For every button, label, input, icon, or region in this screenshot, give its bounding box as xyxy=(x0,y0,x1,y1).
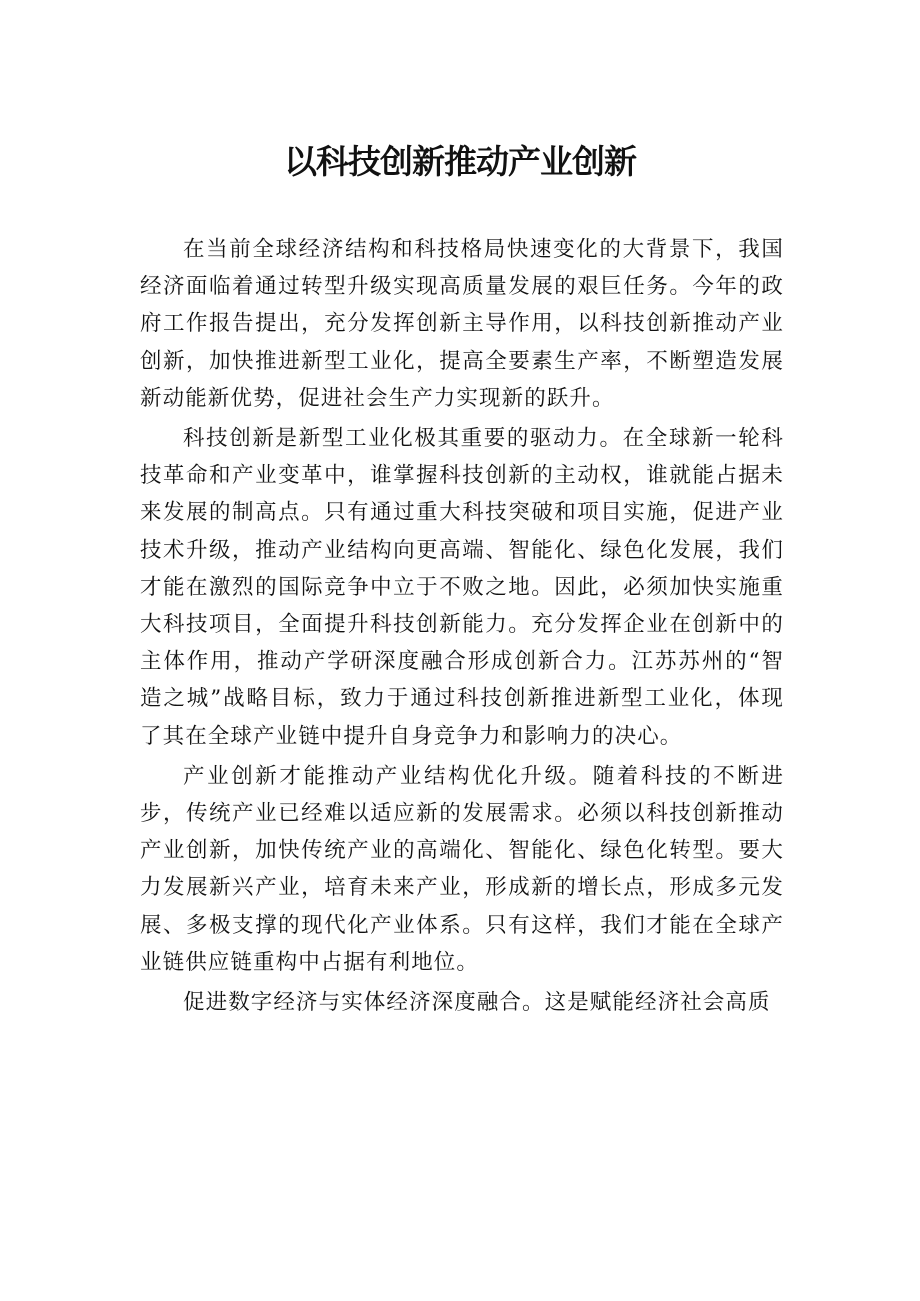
document-title: 以科技创新推动产业创新 xyxy=(284,142,636,181)
paragraph-1: 在当前全球经济结构和科技格局快速变化的大背景下，我国经济面临着通过转型升级实现高质量发展的艰巨任务。今年的政府工作报告提出，充分发挥创新主导作用，以科技创新推动产业创新，加快推进新型工业化，提高全要素生产率，不断塑造发展新动能新优势，促进社会生产力实现新的跃升。 xyxy=(140,237,784,411)
paragraph-3: 产业创新才能推动产业结构优化升级。随着科技的不断进步，传统产业已经难以适应新的发展需求。必须以科技创新推动产业创新，加快传统产业的高端化、智能化、绿色化转型。要大力发展新兴产业，培育未来产业，形成新的增长点，形成多元发展、多极支撑的现代化产业体系。只有这样，我们才能在全球产业链供应链重构中占据有利地位。 xyxy=(140,763,784,975)
paragraph-4: 促进数字经济与实体经济深度融合。这是赋能经济社会高质 xyxy=(183,990,771,1016)
document-body xyxy=(140,231,784,1024)
paragraph-2: 科技创新是新型工业化极其重要的驱动力。在全球新一轮科技革命和产业变革中，谁掌握科技创新的主动权，谁就能占据未来发展的制高点。只有通过重大科技突破和项目实施，促进产业技术升级，推动产业结构向更高端、智能化、绿色化发展，我们才能在激烈的国际竞争中立于不败之地。因此，必须加快实施重大科技项目，全面提升科技创新能力。充分发挥企业在创新中的主体作用，推动产学研深度融合形成创新合力。江苏苏州的“智造之城”战略目标，致力于通过科技创新推进新型工业化，体现了其在全球产业链中提升自身竞争力和影响力的决心。 xyxy=(140,426,784,749)
